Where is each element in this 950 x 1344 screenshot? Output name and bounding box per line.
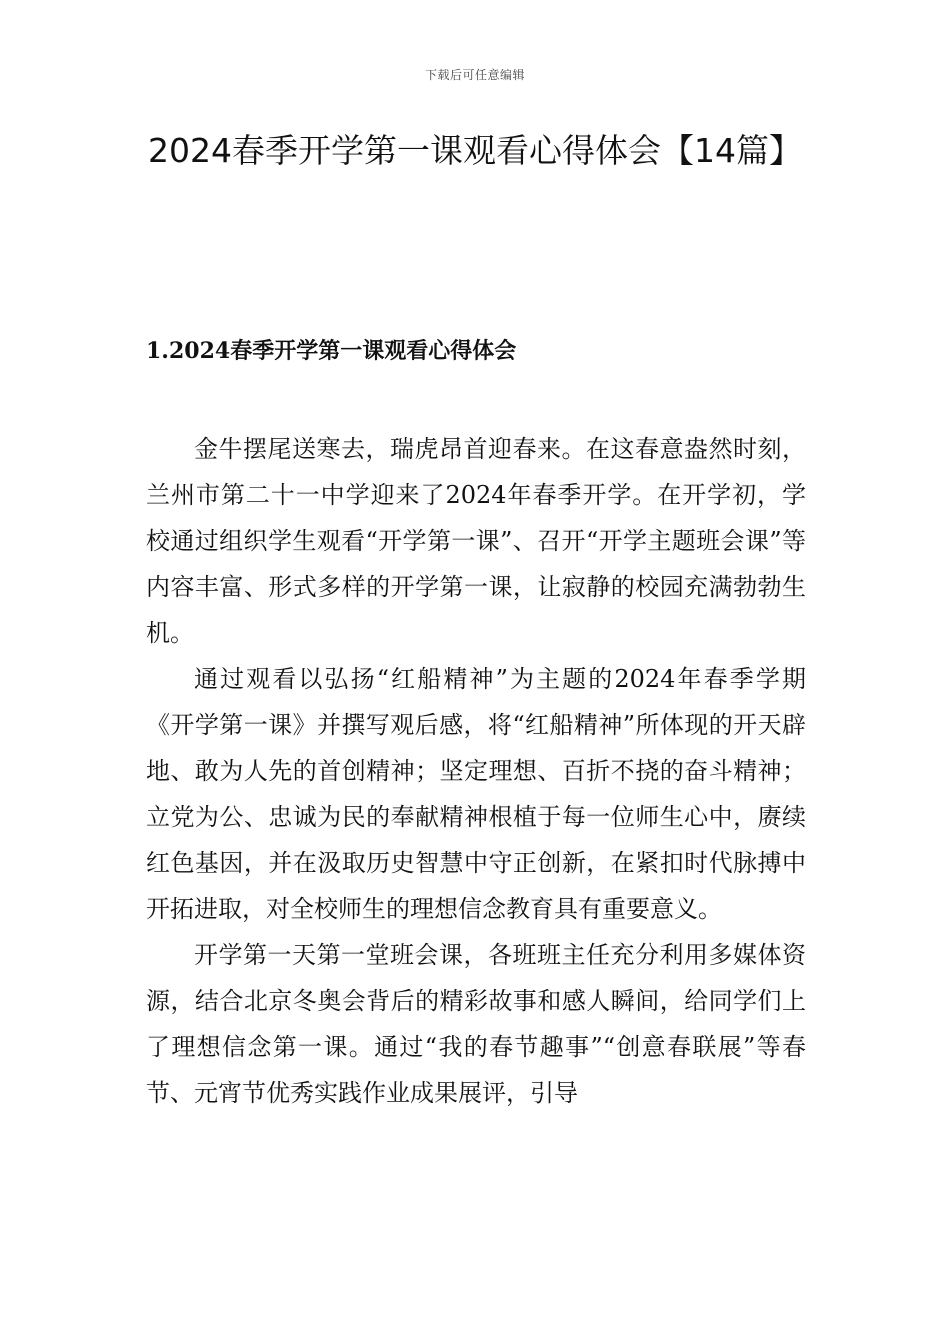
header-note: 下载后可任意编辑 [424,68,525,82]
body-text [146,426,806,1116]
paragraph-2: 通过观看以弘扬“红船精神”为主题的2024年春季学期《开学第一课》并撰写观后感，将“红船精神”所体现的开天辟地、敢为人先的首创精神；坚定理想、百折不挠的奋斗精神；立党为公、忠诚为民的奉献精神根植于每一位师生心中，赓续红色基因，并在汲取历史智慧中守正创新，在紧扣时代脉搏中开拓进取，对全校师生的理想信念教育具有重要意义。 [146,665,806,923]
section-heading: 1.2024春季开学第一课观看心得体会 [146,338,517,364]
paragraph-1: 金牛摆尾送寒去，瑞虎昂首迎春来。在这春意盎然时刻，兰州市第二十一中学迎来了2024年春季开学。在开学初，学校通过组织学生观看“开学第一课”、召开“开学主题班会课”等内容丰富、形式多样的开学第一课，让寂静的校园充满勃勃生机。 [146,435,806,647]
paragraph-3: 开学第一天第一堂班会课，各班班主任充分利用多媒体资源，结合北京冬奥会背后的精彩故事和感人瞬间，给同学们上了理想信念第一课。通过“我的春节趣事”“创意春联展”等春节、元宵节优秀实践作业成果展评，引导 [146,941,806,1107]
document-title: 2024春季开学第一课观看心得体会【14篇】 [148,131,802,170]
